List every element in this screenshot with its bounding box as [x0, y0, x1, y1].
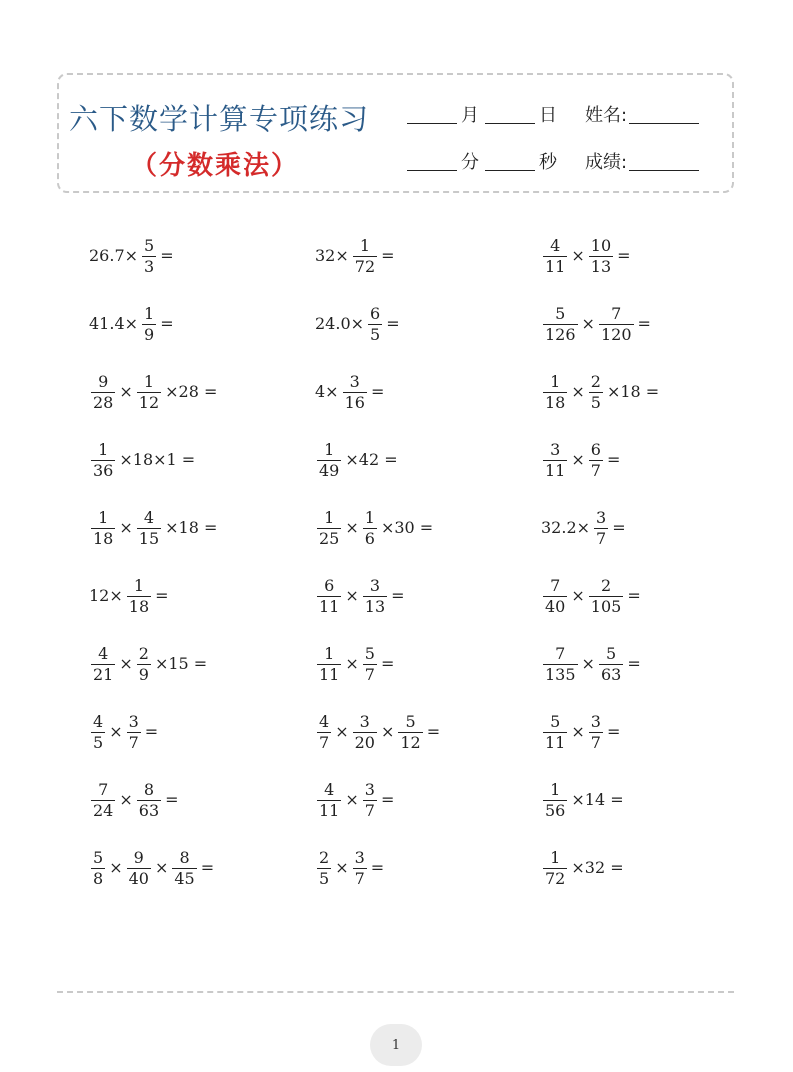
day-label: 日	[539, 105, 557, 126]
operator-text: ×	[119, 382, 133, 401]
numerator: 8	[143, 779, 155, 799]
numerator: 5	[405, 711, 416, 731]
operator-text: ×	[571, 246, 585, 265]
numerator: 6	[324, 575, 335, 595]
denominator: 7	[364, 800, 375, 820]
fraction	[543, 235, 567, 276]
fraction	[91, 847, 105, 888]
fraction	[317, 439, 341, 480]
denominator: 7	[590, 460, 601, 480]
problem-item	[540, 573, 642, 619]
operator-text: ×	[571, 722, 585, 741]
operator-text: =	[606, 450, 621, 469]
denominator: 5	[93, 732, 104, 752]
denominator: 72	[545, 868, 566, 888]
fraction	[127, 711, 141, 752]
fraction	[91, 711, 105, 752]
problem-item	[88, 369, 218, 415]
fraction	[398, 711, 422, 752]
numerator: 2	[590, 371, 601, 391]
fraction	[317, 847, 331, 888]
page-number: 1	[370, 1024, 422, 1066]
problem-item	[314, 301, 401, 347]
problem-item	[540, 369, 660, 415]
problem-item	[314, 437, 399, 483]
operator-text: ×	[345, 790, 359, 809]
fraction	[317, 507, 341, 548]
operator-text: =	[380, 790, 395, 809]
denominator: 7	[354, 868, 365, 888]
operator-text: ×	[119, 790, 133, 809]
denominator: 11	[545, 732, 566, 752]
operator-text: ×	[335, 858, 349, 877]
fraction	[127, 847, 151, 888]
numerator: 3	[349, 371, 360, 391]
fraction	[317, 575, 341, 616]
problem-item	[314, 709, 441, 755]
numerator: 3	[364, 779, 375, 799]
operator-text: 41.4×	[89, 314, 139, 333]
numerator: 5	[93, 847, 104, 867]
problem-item	[88, 709, 159, 755]
operator-text: ×	[109, 858, 123, 877]
denominator: 25	[319, 528, 340, 548]
operator-text: ×	[571, 450, 585, 469]
page-title: 六下数学计算专项练习	[69, 102, 370, 136]
numerator: 1	[324, 643, 335, 663]
fraction	[137, 371, 161, 412]
operator-text: ×	[119, 654, 133, 673]
operator-text: =	[165, 790, 179, 809]
month-label: 月	[461, 105, 479, 126]
operator-text: ×18 =	[606, 382, 660, 401]
numerator: 3	[359, 711, 370, 731]
numerator: 6	[590, 439, 601, 459]
operator-text: =	[617, 246, 631, 265]
operator-text: =	[160, 246, 174, 265]
operator-text: ×30 =	[380, 518, 434, 537]
fraction	[543, 711, 567, 752]
numerator: 2	[600, 575, 612, 595]
fraction	[599, 303, 634, 344]
operator-text: ×	[345, 654, 359, 673]
operator-text: ×15 =	[154, 654, 208, 673]
denominator: 126	[545, 324, 576, 344]
numerator: 2	[319, 847, 330, 867]
fraction	[543, 779, 567, 820]
numerator: 4	[319, 711, 330, 731]
operator-text: =	[606, 722, 621, 741]
operator-text: 32×	[315, 246, 349, 265]
denominator: 28	[93, 392, 114, 412]
problem-item	[88, 777, 180, 823]
denominator: 40	[128, 868, 149, 888]
operator-text: 24.0×	[315, 314, 365, 333]
numerator: 5	[555, 303, 566, 323]
denominator: 24	[93, 800, 114, 820]
denominator: 5	[370, 324, 381, 344]
numerator: 9	[133, 847, 144, 867]
fraction	[589, 235, 613, 276]
fraction	[353, 235, 377, 276]
operator-text: =	[627, 586, 641, 605]
numerator: 4	[143, 507, 155, 527]
fraction	[543, 439, 567, 480]
fraction	[142, 235, 156, 276]
denominator: 7	[590, 732, 601, 752]
numerator: 5	[144, 235, 155, 255]
operator-text: =	[144, 722, 159, 741]
numerator: 3	[369, 575, 381, 595]
fraction	[543, 303, 578, 344]
fraction	[91, 779, 115, 820]
operator-text: 26.7×	[89, 246, 139, 265]
denominator: 3	[144, 256, 155, 276]
operator-text: ×	[335, 722, 349, 741]
numerator: 3	[128, 711, 139, 731]
denominator: 56	[545, 800, 566, 820]
numerator: 5	[606, 643, 617, 663]
fraction	[343, 371, 367, 412]
operator-text: ×	[345, 518, 359, 537]
fraction	[363, 507, 377, 548]
fraction	[127, 575, 151, 616]
numerator: 1	[550, 371, 561, 391]
fraction	[368, 303, 382, 344]
fraction	[353, 711, 377, 752]
operator-text: ×	[571, 586, 585, 605]
denominator: 120	[600, 324, 632, 344]
operator-text: ×	[581, 654, 595, 673]
operator-text: =	[155, 586, 169, 605]
problem-item	[540, 233, 632, 279]
denominator: 21	[93, 664, 114, 684]
problem-item	[540, 437, 621, 483]
minute-label: 分	[461, 152, 479, 173]
denominator: 13	[590, 256, 612, 276]
fraction	[589, 371, 603, 412]
denominator: 11	[319, 800, 340, 820]
numerator: 5	[550, 711, 561, 731]
fraction	[142, 303, 156, 344]
numerator: 1	[550, 779, 561, 799]
fraction	[543, 575, 567, 616]
denominator: 11	[545, 460, 566, 480]
problem-item	[314, 233, 396, 279]
fraction	[91, 439, 115, 480]
numerator: 1	[359, 235, 371, 255]
fraction	[91, 507, 115, 548]
denominator: 11	[545, 256, 566, 276]
numerator: 1	[324, 439, 335, 459]
operator-text: =	[200, 858, 215, 877]
numerator: 1	[98, 507, 109, 527]
operator-text: =	[627, 654, 641, 673]
operator-text: ×18 =	[165, 518, 218, 537]
operator-text: =	[370, 858, 385, 877]
numerator: 2	[138, 643, 149, 663]
numerator: 1	[324, 507, 335, 527]
fraction	[594, 507, 608, 548]
name-label: 姓名:	[585, 105, 628, 126]
operator-text: ×18×1 =	[119, 450, 196, 469]
fraction	[317, 711, 331, 752]
fraction	[317, 643, 341, 684]
operator-text: ×	[581, 314, 595, 333]
numerator: 7	[550, 575, 561, 595]
operator-text: ×	[345, 586, 359, 605]
operator-text: ×14 =	[571, 790, 624, 809]
fraction	[363, 575, 387, 616]
problem-item	[314, 505, 434, 551]
fraction	[91, 371, 115, 412]
denominator: 15	[138, 528, 160, 548]
denominator: 5	[319, 868, 330, 888]
problem-item	[88, 233, 175, 279]
denominator: 16	[344, 392, 365, 412]
fraction	[317, 779, 341, 820]
problem-item	[314, 641, 395, 687]
denominator: 63	[600, 664, 622, 684]
fraction	[137, 779, 161, 820]
numerator: 6	[370, 303, 381, 323]
fraction	[172, 847, 196, 888]
numerator: 8	[179, 847, 190, 867]
numerator: 4	[550, 235, 561, 255]
operator-text: ×	[154, 858, 169, 877]
denominator: 20	[354, 732, 375, 752]
denominator: 7	[596, 528, 607, 548]
problem-item	[88, 845, 215, 891]
denominator: 49	[319, 460, 340, 480]
fraction	[589, 575, 624, 616]
denominator: 7	[128, 732, 139, 752]
problem-item	[314, 573, 406, 619]
problem-item	[540, 505, 627, 551]
denominator: 7	[364, 664, 375, 684]
numerator: 7	[555, 643, 566, 663]
operator-text: ×32 =	[571, 858, 624, 877]
fraction	[363, 643, 377, 684]
fraction	[589, 711, 603, 752]
second-label: 秒	[539, 152, 557, 173]
operator-text: ×	[119, 518, 133, 537]
fraction	[599, 643, 623, 684]
numerator: 1	[364, 507, 375, 527]
numerator: 3	[354, 847, 365, 867]
problem-item	[314, 777, 395, 823]
numerator: 7	[98, 779, 109, 799]
numerator: 4	[98, 643, 109, 663]
fraction	[137, 643, 151, 684]
operator-text: =	[380, 654, 395, 673]
numerator: 1	[550, 847, 561, 867]
numerator: 1	[133, 575, 145, 595]
denominator: 9	[138, 664, 149, 684]
denominator: 5	[590, 392, 601, 412]
problem-item	[540, 641, 642, 687]
numerator: 1	[143, 371, 155, 391]
fraction	[137, 507, 161, 548]
denominator: 7	[319, 732, 330, 752]
operator-text: ×28 =	[165, 382, 218, 401]
denominator: 13	[364, 596, 386, 616]
numerator: 1	[144, 303, 155, 323]
numerator: 5	[364, 643, 375, 663]
fraction	[543, 643, 578, 684]
operator-text: =	[426, 722, 441, 741]
problem-item	[540, 301, 652, 347]
operator-text: =	[160, 314, 174, 333]
fraction	[363, 779, 377, 820]
problem-item	[314, 369, 385, 415]
numerator: 9	[98, 371, 109, 391]
numerator: 3	[590, 711, 601, 731]
score-label: 成绩:	[585, 152, 628, 173]
operator-text: =	[391, 586, 405, 605]
numerator: 7	[611, 303, 622, 323]
operator-text: =	[612, 518, 626, 537]
denominator: 45	[174, 868, 195, 888]
denominator: 12	[400, 732, 421, 752]
numerator: 4	[324, 779, 335, 799]
denominator: 18	[545, 392, 566, 412]
problem-item	[88, 437, 196, 483]
operator-text: ×42 =	[345, 450, 398, 469]
operator-text: 32.2×	[541, 518, 591, 537]
numerator: 3	[596, 507, 607, 527]
footer-divider	[57, 991, 734, 993]
operator-text: ×	[380, 722, 395, 741]
operator-text: =	[637, 314, 651, 333]
problem-item	[88, 505, 218, 551]
denominator: 105	[590, 596, 622, 616]
denominator: 6	[364, 528, 375, 548]
denominator: 40	[545, 596, 566, 616]
operator-text: =	[381, 246, 395, 265]
denominator: 18	[93, 528, 114, 548]
denominator: 18	[128, 596, 150, 616]
fraction	[589, 439, 603, 480]
operator-text: ×	[571, 382, 585, 401]
problem-item	[88, 573, 170, 619]
denominator: 11	[319, 596, 340, 616]
numerator: 3	[550, 439, 561, 459]
operator-text: =	[386, 314, 400, 333]
operator-text: 4×	[315, 382, 339, 401]
problem-item	[540, 777, 625, 823]
denominator: 11	[319, 664, 340, 684]
fraction	[353, 847, 367, 888]
fraction	[543, 847, 567, 888]
denominator: 8	[93, 868, 104, 888]
fraction	[91, 643, 115, 684]
denominator: 135	[545, 664, 576, 684]
denominator: 9	[144, 324, 155, 344]
problem-item	[540, 845, 625, 891]
numerator: 4	[93, 711, 104, 731]
denominator: 72	[354, 256, 376, 276]
numerator: 10	[590, 235, 612, 255]
operator-text: ×	[109, 722, 123, 741]
operator-text: =	[370, 382, 385, 401]
denominator: 63	[138, 800, 160, 820]
problem-item	[88, 641, 208, 687]
problem-item	[314, 845, 385, 891]
denominator: 36	[93, 460, 114, 480]
operator-text: 12×	[89, 586, 123, 605]
denominator: 12	[138, 392, 160, 412]
numerator: 1	[98, 439, 109, 459]
fraction	[543, 371, 567, 412]
problem-item	[540, 709, 621, 755]
page-subtitle: （分数乘法）	[131, 151, 300, 181]
problem-item	[88, 301, 175, 347]
